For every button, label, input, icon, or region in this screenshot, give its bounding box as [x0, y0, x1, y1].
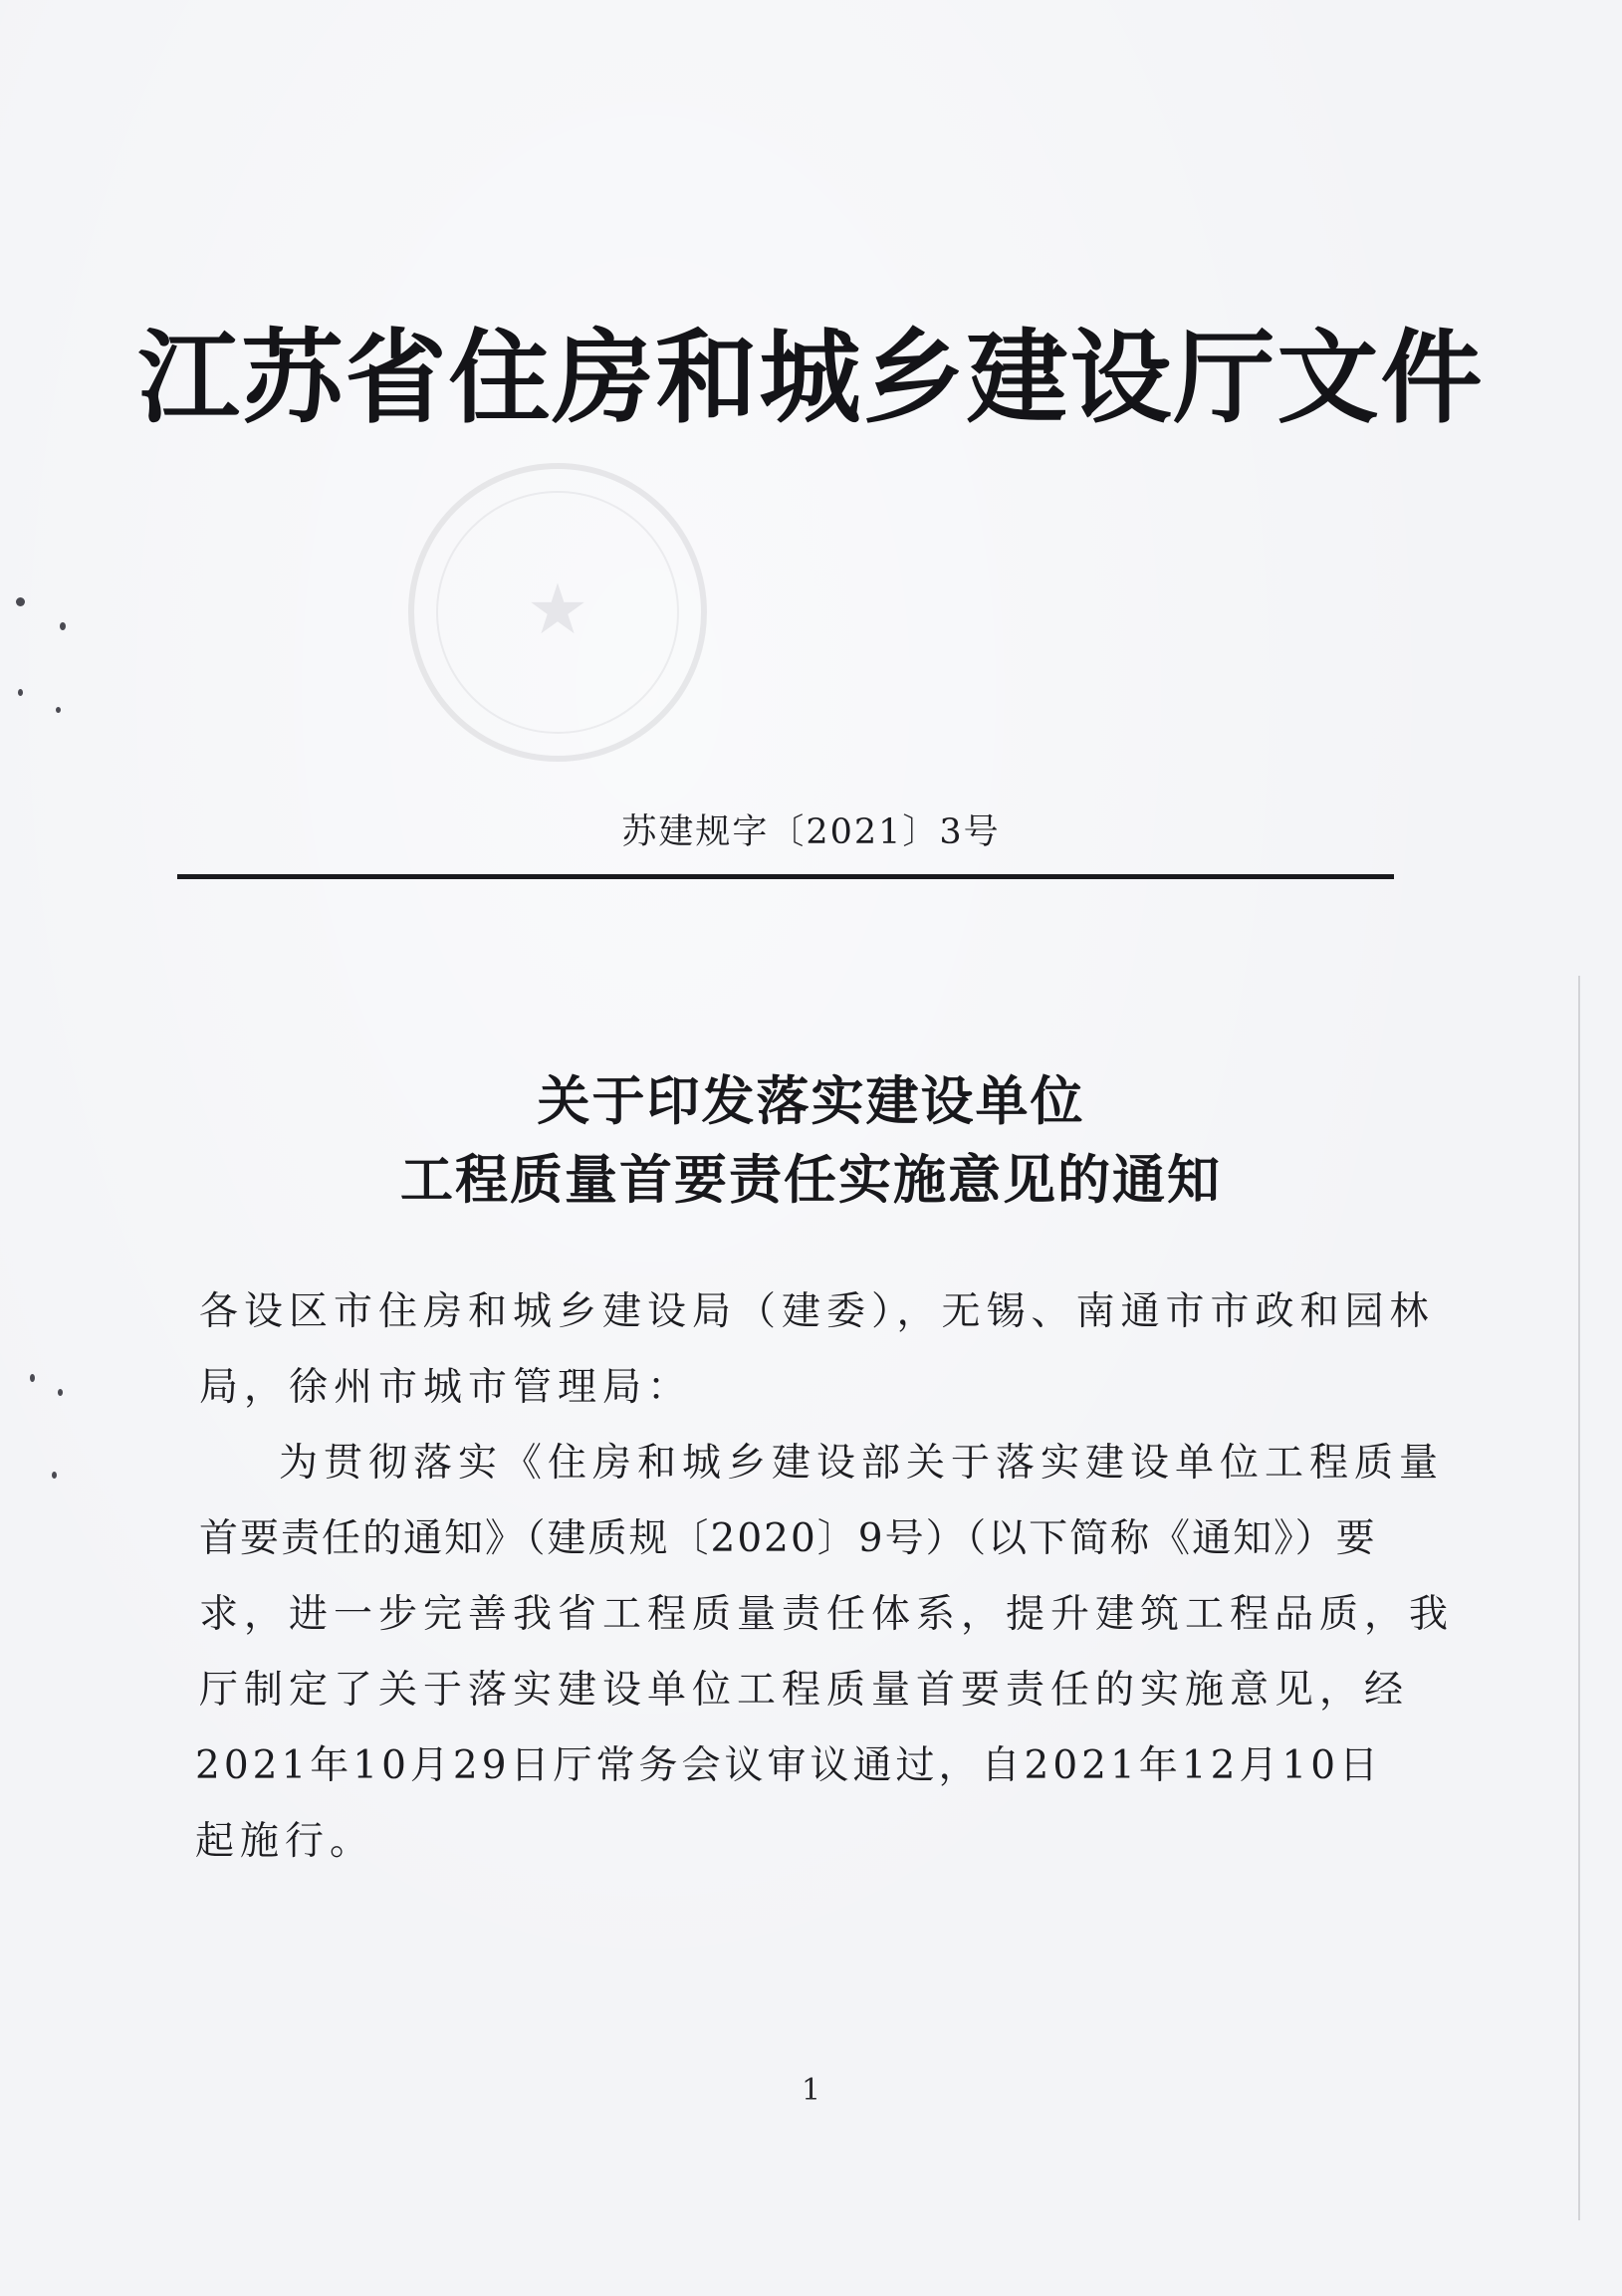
- scan-speck: [16, 597, 25, 606]
- body-line: 2021年10月29日厅常务会议审议通过，自2021年12月10日: [195, 1743, 1383, 1788]
- body-line: 局，徐州市城市管理局：: [199, 1365, 693, 1410]
- document-number: 苏建规字〔2021〕3号: [621, 812, 1001, 852]
- scan-speck: [18, 689, 23, 696]
- notice-title-line-2: 工程质量首要责任实施意见的通知: [400, 1150, 1222, 1211]
- scan-speck: [30, 1374, 35, 1382]
- scan-speck: [56, 707, 61, 713]
- header-divider: [177, 874, 1394, 879]
- seal-star-icon: ★: [526, 569, 589, 650]
- body-line: 起施行。: [195, 1819, 375, 1864]
- scan-speck: [52, 1472, 57, 1479]
- body-line: 厅制定了关于落实建设单位工程质量首要责任的实施意见，经: [199, 1668, 1410, 1713]
- notice-title-line-1: 关于印发落实建设单位: [537, 1071, 1085, 1132]
- body-line: 求，进一步完善我省工程质量责任体系，提升建筑工程品质，我: [199, 1592, 1455, 1637]
- scan-speck: [60, 622, 66, 630]
- body-line: 各设区市住房和城乡建设局（建委），无锡、南通市市政和园林: [199, 1289, 1435, 1334]
- faded-seal: [408, 463, 707, 762]
- body-line: 首要责任的通知》（建质规〔2020〕9号）（以下简称《通知》）要: [199, 1516, 1377, 1561]
- page-number: 1: [801, 2073, 821, 2108]
- document-masthead: 江苏省住房和城乡建设厅文件: [137, 320, 1485, 438]
- body-line: 为贯彻落实《住房和城乡建设部关于落实建设单位工程质量: [279, 1441, 1445, 1486]
- scan-speck: [58, 1389, 63, 1396]
